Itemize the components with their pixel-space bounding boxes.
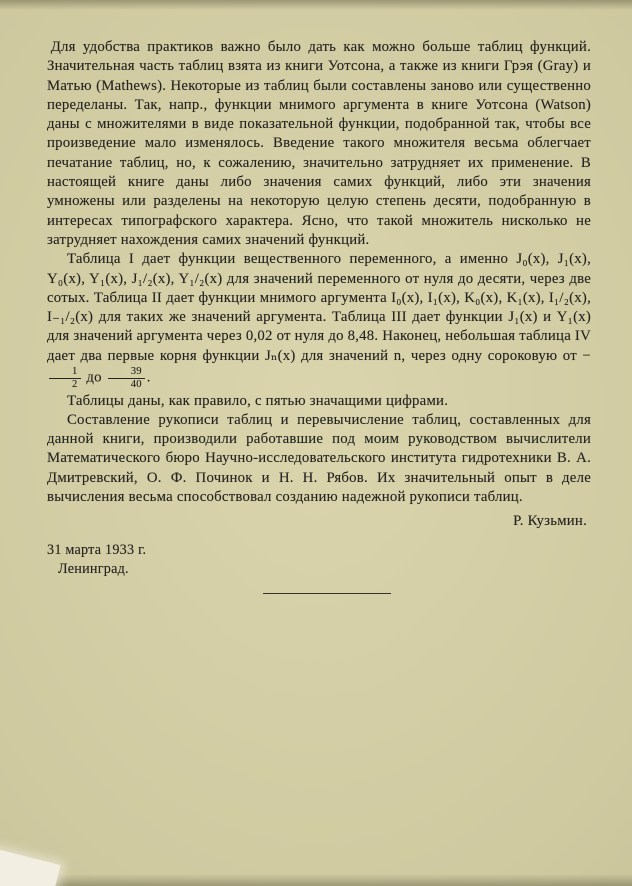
fraction-denominator: 2: [71, 379, 78, 391]
paragraph-tables-between: до: [82, 369, 106, 386]
paragraph-tables: [47, 250, 591, 391]
date-line: 31 марта 1933 г.: [47, 541, 147, 558]
fraction-thirty-nine-fortieths: [108, 366, 145, 392]
author-signature: Р. Кузьмин.: [513, 513, 587, 530]
date-block: [47, 541, 591, 580]
preface-text: [47, 38, 591, 594]
scan-edge-bottom: [0, 874, 632, 886]
paragraph-credits: Составление рукописи таблиц и перевычисление таблиц, составленных для данной книги, производили работавшие под моим руководством вычислители Математического бюро Научно-исследовательского института гидротехники В. А. Дмитревский, О. Ф. Починок и Н. Н. Рябов. Их значительный опыт в деле вычисления весьма способствовал созданию надежной рукописи таблиц.: [47, 411, 591, 506]
scan-edge-top: [0, 0, 632, 10]
fraction-numerator: 1: [49, 366, 81, 379]
place-line: Ленинград.: [58, 560, 129, 577]
paragraph-intro: Для удобства практиков важно было дать как можно больше таблиц функций. Значительная часть таблиц взята из книги Уотсона, а также из книги Грэя (Gray) и Матью (Mathews). Некоторые из таблиц были составлены заново или существенно переделаны. Так, напр., функции мнимого аргумента в книге Уотсона (Watson) даны с множителями в виде показательной функции, подобранной так, чтобы все произведение мало изменялось. Введение такого множителя весьма облегчает печатание таблиц, но, к сожалению, значительно затрудняет их применение. В настоящей книге даны либо значения самих функций, либо эти значения умножены или разделены на некоторую целую степень десяти, подобранную в интересах типографского характера. Ясно, что такой множитель нисколько не затрудняет нахождения самих значений функций.: [47, 39, 591, 248]
paragraph-tables-end: .: [146, 369, 151, 386]
paragraph-tables-main: Таблица I дает функции вещественного переменного, а именно J₀(x), J₁(x), Y₀(x), Y₁(x), J₁/₂(x), Y₁/₂(x) для значений переменного от нуля до десяти, через две сотых. Таблица II дает функции мнимого аргумента I₀(x), I₁(x), K₀(x), K₁(x), I₁/₂(x), I₋₁/₂(x) для таких же значений аргумента. Таблица III дает функции J₁(x) и Y₁(x) для значений аргумента через 0,02 от нуля до 8,48. Наконец, небольшая таблица IV дает два первые корня функции Jₙ(x) для значений n, через одну сороковую от −: [47, 251, 591, 364]
fraction-denominator: 40: [130, 379, 142, 391]
fraction-one-half: [49, 366, 81, 392]
fraction-numerator: 39: [108, 366, 145, 379]
scan-corner-artifact: [0, 848, 61, 886]
paragraph-significant-digits: Таблицы даны, как правило, с пятью значащими цифрами.: [66, 392, 449, 409]
divider-rule: [263, 593, 391, 594]
